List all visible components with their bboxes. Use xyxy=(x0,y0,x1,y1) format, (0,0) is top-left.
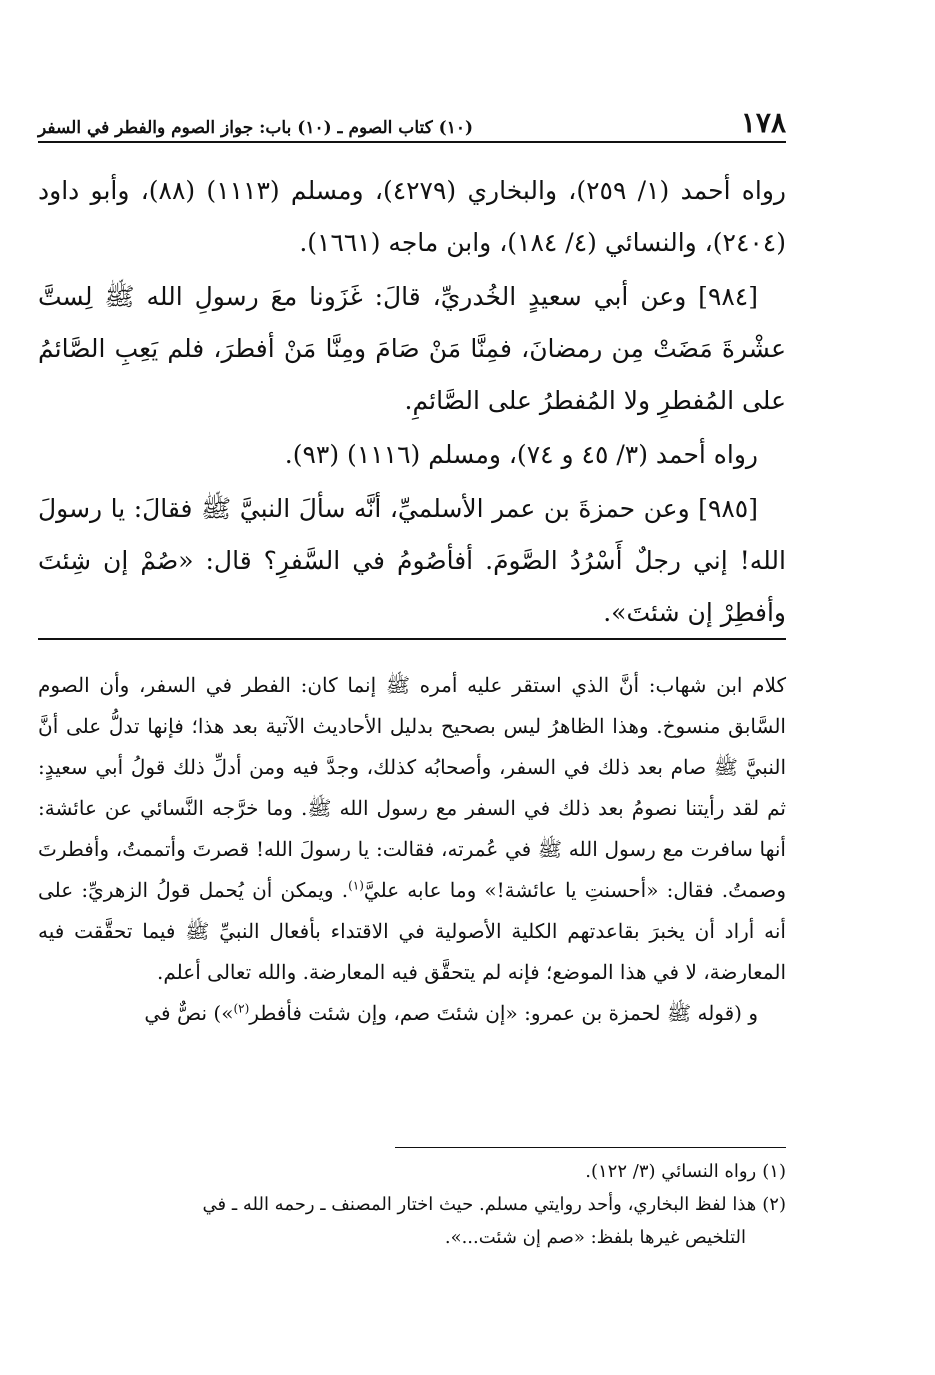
footnote-2-continuation: التلخيص غيرها بلفظ: «صم إن شئت...». xyxy=(444,1227,746,1248)
footnote-1-text: رواه النسائي (٣/ ١٢٢). xyxy=(585,1161,757,1182)
main-text xyxy=(38,165,786,639)
commentary-text xyxy=(38,665,786,1034)
footnote-1-marker: (١) xyxy=(762,1161,786,1182)
footnote-divider xyxy=(395,1147,786,1148)
commentary-paragraph xyxy=(38,665,786,993)
hadith-984: [٩٨٤] وعن أبي سعيدٍ الخُدريِّ، قالَ: غَزَونا معَ رسولِ الله ﷺ لِستَّ عشْرةَ مَضَتْ مِن رمضانَ، فمِنَّا مَنْ صَامَ ومِنَّا مَنْ أفطرَ، فلم يَعِبِ الصَّائمُ على المُفطرِ ولا المُفطرُ على الصَّائمِ. xyxy=(38,282,786,415)
running-title: (١٠) كتاب الصوم ـ (١٠) باب: جواز الصوم والفطر في السفر xyxy=(38,118,473,138)
hadith-citation-984: رواه أحمد (٣/ ٤٥ و ٧٤)، ومسلم (١١١٦) (٩٣). xyxy=(284,440,758,469)
footnote-ref-2: (٢) xyxy=(233,1001,250,1016)
hadith-citation-983: رواه أحمد (١/ ٢٥٩)، والبخاري (٤٢٧٩)، ومسلم (١١١٣) (٨٨)، وأبو داود (٢٤٠٤)، والنسائي (٤/ ١٨٤)، وابن ماجه (١٦٦١). xyxy=(38,176,786,257)
footnote-2-marker: (٢) xyxy=(762,1194,786,1215)
text-divider xyxy=(38,638,786,640)
footnote-1 xyxy=(38,1155,786,1188)
commentary-paragraph-2-text: و (قوله ﷺ لحمزة بن عمرو: «إن شئتَ صم، وإن شئت فأفطر xyxy=(249,1001,758,1025)
commentary-paragraph-2 xyxy=(38,993,786,1034)
footnotes xyxy=(38,1155,786,1254)
footnote-ref-1: (١) xyxy=(348,878,364,893)
footnote-2 xyxy=(38,1188,786,1221)
commentary-paragraph-text: كلام ابن شهاب: أنَّ الذي استقر عليه أمره ﷺ إنما كان: الفطر في السفر، وأن الصوم السَّابق منسوخ. وهذا الظاهرُ ليس بصحيح بدليل الأحاديث الآتية بعد هذا؛ فإنها تدلُّ على أنَّ النبيَّ ﷺ صام بعد ذلك في السفر، وأصحابُه كذلك، وجدَّ فيه ومن أدلِّ ذلك قولُ أبي سعيدٍ: ثم لقد رأيتنا نصومُ بعد ذلك في السفر مع رسول الله ﷺ. وما خرَّجه النَّسائي عن عائشة: أنها سافرت مع رسول الله ﷺ في عُمرته، فقالت: يا رسولَ الله! قصرتَ وأتممتُ، وأفطرتَ وصمتُ. فقال: «أحسنتِ يا عائشة!» وما عابه عليَّ xyxy=(38,673,786,902)
hadith-985: [٩٨٥] وعن حمزةَ بن عمر الأسلميِّ، أنَّه سألَ النبيَّ ﷺ فقالَ: يا رسولَ الله! إني رجلٌ أَسْرُدُ الصَّومَ. أفأصُومُ في السَّفرِ؟ قال: «صُمْ إن شِئتَ وأفطِرْ إن شئتَ». xyxy=(38,494,786,627)
page-number: ١٧٨ xyxy=(740,106,786,139)
page-header xyxy=(38,103,786,143)
commentary-paragraph-2-cont: ») نصٌّ في xyxy=(144,1001,234,1025)
commentary-paragraph-cont: . ويمكن أن يُحمل قولُ الزهريِّ: على أنه أراد أن يخبرَ بقاعدتهم الكلية الأصولية في الاقتداء بأفعال النبيِّ ﷺ فيما تحقَّقت فيه المعارضة، لا في هذا الموضع؛ فإنه لم يتحقَّق فيه المعارضة. والله تعالى أعلم. xyxy=(38,878,786,984)
footnote-2-text: هذا لفظ البخاري، وأحد روايتي مسلم. حيث اختار المصنف ـ رحمه الله ـ في xyxy=(202,1194,757,1215)
